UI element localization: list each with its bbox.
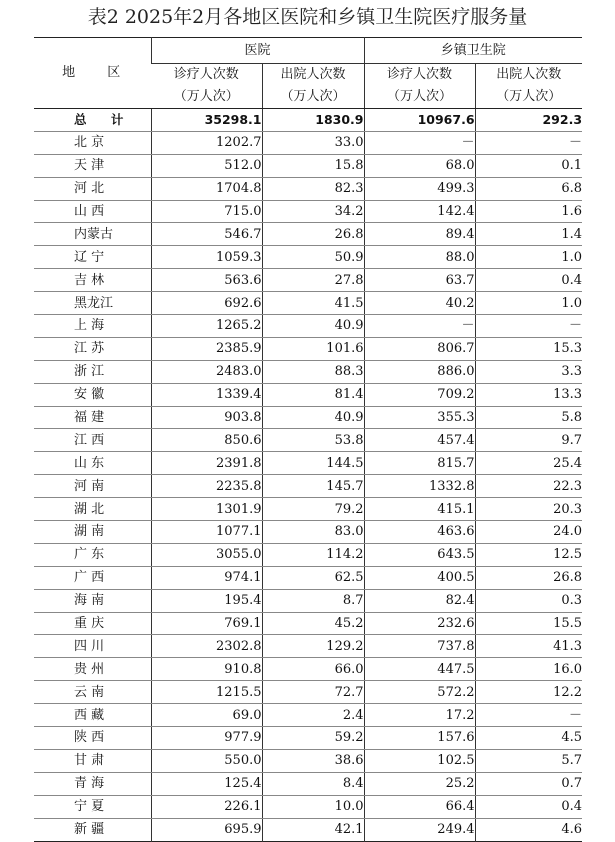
township-visits-cell: 400.5 (364, 566, 475, 589)
table-row (34, 566, 582, 589)
township-discharges-cell: 12.2 (475, 681, 582, 704)
hospital-visits-cell: 1215.5 (151, 681, 262, 704)
hospital-header: 医院 (151, 38, 364, 64)
township-discharges-cell: 0.4 (475, 795, 582, 818)
hospital-visits-cell: 1704.8 (151, 177, 262, 200)
township-visits-cell: 737.8 (364, 635, 475, 658)
township-discharges-cell: 3.3 (475, 360, 582, 383)
hospital-visits-cell: 3055.0 (151, 543, 262, 566)
hospital-visits-cell: 903.8 (151, 406, 262, 429)
hospital-discharges-cell: 66.0 (262, 658, 364, 681)
region-name: 吉 林 (34, 269, 151, 292)
township-discharges-cell: 0.3 (475, 589, 582, 612)
hospital-discharges-cell: 33.0 (262, 131, 364, 154)
township-header: 乡镇卫生院 (364, 38, 582, 64)
township-discharges-cell: 1.0 (475, 246, 582, 269)
hospital-discharges-cell: 82.3 (262, 177, 364, 200)
township-visits-cell: 142.4 (364, 200, 475, 223)
hospital-discharges-cell: 8.4 (262, 772, 364, 795)
hospital-discharges-cell: 45.2 (262, 612, 364, 635)
hospital-discharges-cell: 26.8 (262, 223, 364, 246)
table-row (34, 521, 582, 544)
table-row (34, 429, 582, 452)
region-name: 海 南 (34, 589, 151, 612)
hospital-visits-cell: 974.1 (151, 566, 262, 589)
table-row (34, 498, 582, 521)
hospital-visits-cell: 563.6 (151, 269, 262, 292)
township-visits-cell: 25.2 (364, 772, 475, 795)
hospital-discharges-cell: 27.8 (262, 269, 364, 292)
township-visits-cell: 102.5 (364, 749, 475, 772)
township-visits-cell: 157.6 (364, 727, 475, 750)
hospital-discharges-cell: 38.6 (262, 749, 364, 772)
hospital-discharges-cell: 8.7 (262, 589, 364, 612)
region-name: 辽 宁 (34, 246, 151, 269)
township-discharges-cell: 5.7 (475, 749, 582, 772)
hospital-discharges-cell: 42.1 (262, 818, 364, 841)
township-discharges-cell: 16.0 (475, 658, 582, 681)
region-name: 宁 夏 (34, 795, 151, 818)
hospital-visits-cell: 850.6 (151, 429, 262, 452)
township-discharges-cell: 26.8 (475, 566, 582, 589)
table-row (34, 406, 582, 429)
hospital-visits-cell: 715.0 (151, 200, 262, 223)
hospital-visits-cell: 692.6 (151, 292, 262, 315)
hospital-visits-cell: 69.0 (151, 704, 262, 727)
region-name: 上 海 (34, 315, 151, 338)
township-discharges-cell: 15.3 (475, 337, 582, 360)
township-visits-cell: 355.3 (364, 406, 475, 429)
table-row (34, 658, 582, 681)
township-visits-cell: － (364, 131, 475, 154)
hospital-discharges-cell: 40.9 (262, 315, 364, 338)
township-discharges-cell: 20.3 (475, 498, 582, 521)
table-row (34, 246, 582, 269)
hospital-discharges-cell: 81.4 (262, 383, 364, 406)
hospital-visits-cell: 125.4 (151, 772, 262, 795)
table-row (34, 292, 582, 315)
hospital-discharges-cell: 1830.9 (262, 109, 364, 132)
region-name: 湖 北 (34, 498, 151, 521)
table-row (34, 704, 582, 727)
township-visits-cell: 457.4 (364, 429, 475, 452)
township-discharges-cell: 4.5 (475, 727, 582, 750)
region-name: 内蒙古 (34, 223, 151, 246)
hospital-discharges-cell: 53.8 (262, 429, 364, 452)
hospital-discharges-cell: 15.8 (262, 154, 364, 177)
hospital-discharges-cell: 72.7 (262, 681, 364, 704)
table-header (34, 38, 582, 109)
table-row (34, 223, 582, 246)
region-name: 青 海 (34, 772, 151, 795)
township-visits-cell: 463.6 (364, 521, 475, 544)
table-title: 表2 2025年2月各地区医院和乡镇卫生院医疗服务量 (87, 6, 528, 28)
table-body (34, 109, 582, 842)
township-visits-cell: 82.4 (364, 589, 475, 612)
township-visits-cell: 40.2 (364, 292, 475, 315)
township-discharges-cell: 41.3 (475, 635, 582, 658)
hospital-visits-cell: 1301.9 (151, 498, 262, 521)
region-name: 云 南 (34, 681, 151, 704)
hospital-discharges-header: 出院人次数 (262, 64, 364, 87)
region-name: 北 京 (34, 131, 151, 154)
table-row (34, 452, 582, 475)
township-visits-cell: 415.1 (364, 498, 475, 521)
table-row (34, 200, 582, 223)
region-name: 新 疆 (74, 822, 105, 838)
hospital-visits-cell: 2483.0 (151, 360, 262, 383)
hospital-visits-cell: 1077.1 (151, 521, 262, 544)
hospital-visits-cell: 546.7 (151, 223, 262, 246)
unit-label: （万人次） (151, 86, 262, 109)
township-visits-cell: 499.3 (364, 177, 475, 200)
region-name: 贵 州 (34, 658, 151, 681)
township-visits-cell: 232.6 (364, 612, 475, 635)
region-name: 浙 江 (34, 360, 151, 383)
township-discharges-cell: 13.3 (475, 383, 582, 406)
hospital-visits-cell: 550.0 (151, 749, 262, 772)
hospital-visits-cell: 1265.2 (151, 315, 262, 338)
township-visits-cell: 63.7 (364, 269, 475, 292)
township-discharges-cell: 25.4 (475, 452, 582, 475)
region-name: 总 计 (34, 109, 151, 132)
township-visits-cell: 17.2 (364, 704, 475, 727)
hospital-visits-cell: 2302.8 (151, 635, 262, 658)
township-visits-cell: － (364, 315, 475, 338)
hospital-discharges-cell: 79.2 (262, 498, 364, 521)
hospital-discharges-cell: 2.4 (262, 704, 364, 727)
unit-label: （万人次） (262, 86, 364, 109)
township-discharges-cell: 12.5 (475, 543, 582, 566)
table-row (34, 360, 582, 383)
table-row (34, 818, 582, 841)
township-discharges-cell: 9.7 (475, 429, 582, 452)
township-visits-cell: 572.2 (364, 681, 475, 704)
township-visits-header: 诊疗人次数 (364, 64, 475, 87)
township-discharges-cell: 22.3 (475, 475, 582, 498)
region-name: 安 徽 (34, 383, 151, 406)
township-visits-cell: 806.7 (364, 337, 475, 360)
township-visits-cell: 709.2 (364, 383, 475, 406)
table-row (34, 772, 582, 795)
table-row (34, 612, 582, 635)
township-discharges-cell: 1.6 (475, 200, 582, 223)
hospital-visits-cell: 226.1 (151, 795, 262, 818)
region-name: 福 建 (34, 406, 151, 429)
region-name: 甘 肃 (34, 749, 151, 772)
township-discharges-cell: 0.4 (475, 269, 582, 292)
hospital-discharges-cell: 59.2 (262, 727, 364, 750)
hospital-discharges-cell: 145.7 (262, 475, 364, 498)
hospital-discharges-cell: 144.5 (262, 452, 364, 475)
township-visits-cell: 447.5 (364, 658, 475, 681)
hospital-visits-cell: 35298.1 (151, 109, 262, 132)
table-row (34, 543, 582, 566)
total-row (34, 109, 582, 132)
hospital-visits-cell: 1202.7 (151, 131, 262, 154)
region-name: 西 藏 (34, 704, 151, 727)
hospital-discharges-cell: 83.0 (262, 521, 364, 544)
township-discharges-cell: 6.8 (475, 177, 582, 200)
township-visits-cell: 68.0 (364, 154, 475, 177)
hospital-discharges-cell: 40.9 (262, 406, 364, 429)
hospital-visits-cell: 195.4 (151, 589, 262, 612)
hospital-discharges-cell: 34.2 (262, 200, 364, 223)
township-discharges-cell: 15.5 (475, 612, 582, 635)
table-row (34, 475, 582, 498)
table-row (34, 315, 582, 338)
unit-label: （万人次） (364, 86, 475, 109)
table-row (34, 795, 582, 818)
hospital-visits-cell: 1339.4 (151, 383, 262, 406)
table-row (34, 383, 582, 406)
region-name: 广 西 (34, 566, 151, 589)
statistics-table (34, 37, 582, 842)
table-row (34, 154, 582, 177)
region-name: 陕 西 (34, 727, 151, 750)
township-visits-cell: 886.0 (364, 360, 475, 383)
hospital-discharges-cell: 41.5 (262, 292, 364, 315)
region-name: 黑龙江 (34, 292, 151, 315)
township-discharges-cell: 4.6 (475, 818, 582, 841)
hospital-visits-header: 诊疗人次数 (173, 67, 239, 82)
region-header: 地 区 (34, 38, 151, 109)
township-discharges-cell: 1.0 (475, 292, 582, 315)
township-discharges-cell: － (475, 315, 582, 338)
unit-label: （万人次） (475, 86, 582, 109)
hospital-discharges-cell: 101.6 (262, 337, 364, 360)
table-row (34, 131, 582, 154)
township-discharges-cell: 292.3 (475, 109, 582, 132)
township-discharges-cell: － (475, 704, 582, 727)
region-name: 山 东 (34, 452, 151, 475)
township-visits-cell: 88.0 (364, 246, 475, 269)
hospital-visits-cell: 910.8 (151, 658, 262, 681)
township-discharges-cell: 0.7 (475, 772, 582, 795)
region-name: 四 川 (34, 635, 151, 658)
region-name: 天 津 (34, 154, 151, 177)
table-row (34, 177, 582, 200)
hospital-visits-cell: 977.9 (151, 727, 262, 750)
table-row (34, 337, 582, 360)
township-discharges-cell: 5.8 (475, 406, 582, 429)
township-visits-cell: 10967.6 (364, 109, 475, 132)
township-discharges-header: 出院人次数 (475, 64, 582, 87)
region-name: 江 西 (34, 429, 151, 452)
region-name: 湖 南 (34, 521, 151, 544)
table-row (34, 589, 582, 612)
region-name: 广 东 (34, 543, 151, 566)
hospital-visits-cell: 1059.3 (151, 246, 262, 269)
hospital-visits-cell: 2385.9 (151, 337, 262, 360)
region-name: 河 北 (34, 177, 151, 200)
hospital-discharges-cell: 10.0 (262, 795, 364, 818)
township-discharges-cell: － (475, 131, 582, 154)
region-name: 江 苏 (34, 337, 151, 360)
hospital-discharges-cell: 129.2 (262, 635, 364, 658)
hospital-visits-cell: 2235.8 (151, 475, 262, 498)
region-name: 重 庆 (34, 612, 151, 635)
hospital-discharges-cell: 62.5 (262, 566, 364, 589)
table-row (34, 635, 582, 658)
township-visits-cell: 643.5 (364, 543, 475, 566)
table-row (34, 681, 582, 704)
table-row (34, 749, 582, 772)
township-visits-cell: 1332.8 (364, 475, 475, 498)
hospital-visits-cell: 769.1 (151, 612, 262, 635)
township-discharges-cell: 1.4 (475, 223, 582, 246)
township-visits-cell: 89.4 (364, 223, 475, 246)
township-visits-cell: 66.4 (364, 795, 475, 818)
hospital-discharges-cell: 114.2 (262, 543, 364, 566)
region-name: 河 南 (34, 475, 151, 498)
hospital-discharges-cell: 50.9 (262, 246, 364, 269)
table-row (34, 269, 582, 292)
hospital-visits-cell: 2391.8 (151, 452, 262, 475)
township-discharges-cell: 0.1 (475, 154, 582, 177)
region-name: 山 西 (34, 200, 151, 223)
hospital-discharges-cell: 88.3 (262, 360, 364, 383)
township-visits-cell: 815.7 (364, 452, 475, 475)
township-visits-cell: 249.4 (364, 818, 475, 841)
township-discharges-cell: 24.0 (475, 521, 582, 544)
hospital-visits-cell: 512.0 (151, 154, 262, 177)
hospital-visits-cell: 695.9 (151, 818, 262, 841)
table-row (34, 727, 582, 750)
